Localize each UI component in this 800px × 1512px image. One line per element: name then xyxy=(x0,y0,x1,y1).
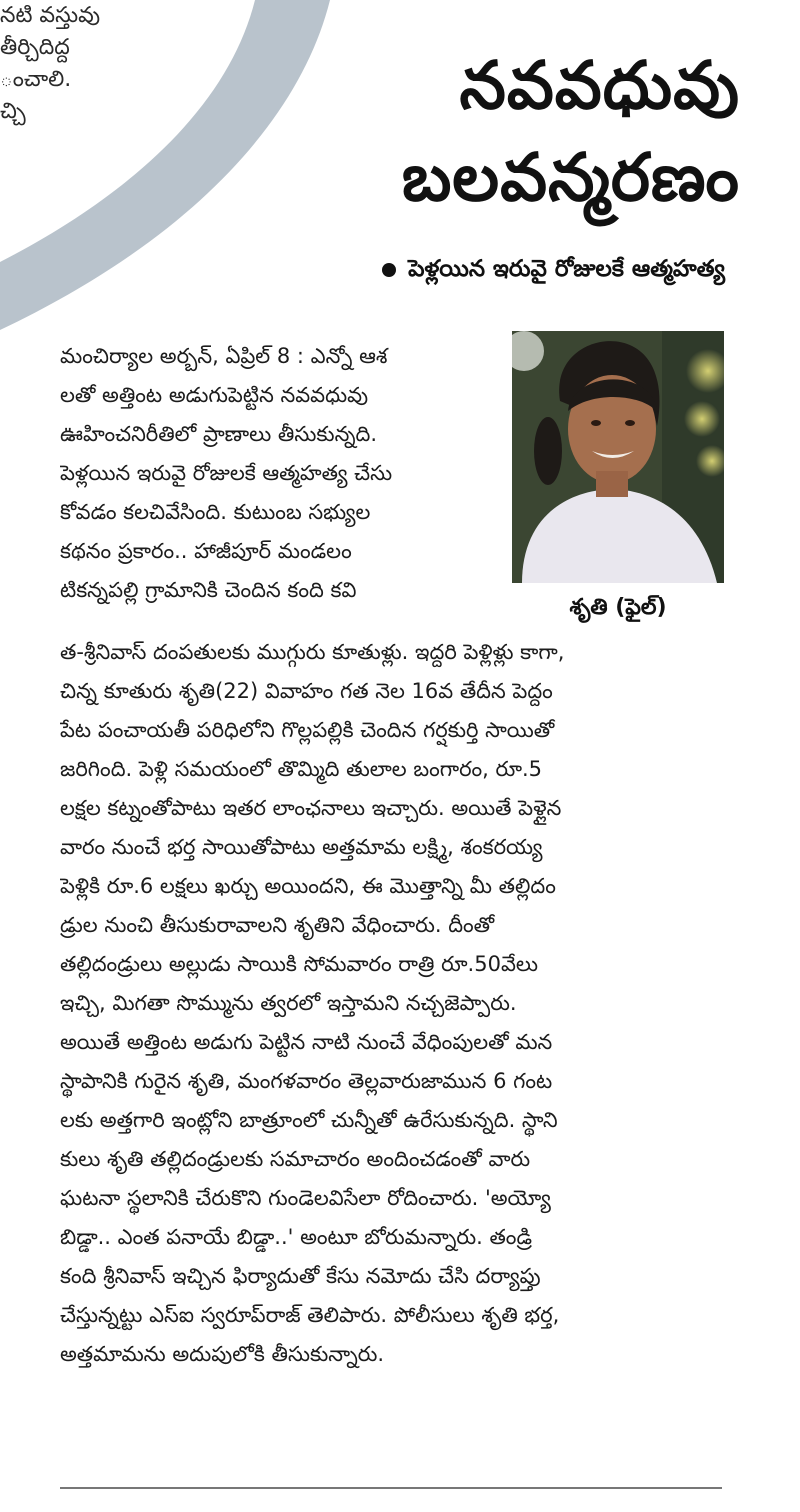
article-line: లకు అత్తగారి ఇంట్లోని బాత్రూంలో చున్నీతో ఉరేసుకున్నది. స్థాని xyxy=(60,1108,558,1132)
article-line: కథనం ప్రకారం.. హాజీపూర్ మండలం xyxy=(60,539,352,563)
article-line: జరిగింది. పెళ్లి సమయంలో తొమ్మిది తులాల బంగారం, రూ.5 xyxy=(60,757,543,781)
subheadline xyxy=(382,256,725,288)
article-line: అత్తమామను అదుపులోకి తీసుకున్నారు. xyxy=(60,1342,385,1366)
article-line: మంచిర్యాల అర్బన్, ఏప్రిల్ 8 : ఎన్నో ఆశ xyxy=(60,344,388,368)
article-line: టికన్నపల్లి గ్రామానికి చెందిన కంది కవి xyxy=(60,578,357,602)
victim-photo xyxy=(512,331,724,583)
adjacent-article-fragment xyxy=(0,0,230,128)
photo-caption: శృతి (ఫైల్) xyxy=(569,595,667,620)
article-line: త-శ్రీనివాస్ దంపతులకు ముగ్గురు కూతుళ్లు. ఇద్దరి పెళ్లిళ్లు కాగా, xyxy=(60,640,565,664)
article-line: చిన్న కూతురు శృతి(22) వివాహం గత నెల 16వ తేదీన పెద్దం xyxy=(60,679,553,703)
article-line: చేస్తున్నట్టు ఎస్ఐ స్వరూప్‌రాజ్ తెలిపారు. పోలీసులు శృతి భర్త, xyxy=(60,1303,560,1327)
article-line: అయితే అత్తింట అడుగు పెట్టిన నాటి నుంచే వేధింపులతో మన xyxy=(60,1030,553,1054)
article-line: ఊహించనిరీతిలో ప్రాణాలు తీసుకున్నది. xyxy=(60,422,378,446)
article-line: ఇచ్చి, మిగతా సొమ్మును త్వరలో ఇస్తామని నచ్చజెప్పారు. xyxy=(60,991,517,1015)
article-line: లతో అత్తింట అడుగుపెట్టిన నవవధువు xyxy=(60,383,369,407)
article-line: వారం నుంచే భర్త సాయితోపాటు అత్తమామ లక్ష్మి, శంకరయ్య xyxy=(60,835,543,859)
fragment-line: ంచాలి. xyxy=(0,67,72,92)
article-line: పేట పంచాయతీ పరిధిలోని గొల్లపల్లికి చెందిన గర్షకుర్తి సాయితో xyxy=(60,718,555,742)
fragment-line: తీర్చిదిద్ద xyxy=(0,35,70,60)
bottom-divider xyxy=(60,1487,722,1489)
article-line: డ్రుల నుంచి తీసుకురావాలని శృతిని వేధించారు. దీంతో xyxy=(60,913,495,937)
article-line: పెళ్లయిన ఇరువై రోజులకే ఆత్మహత్య చేసు xyxy=(60,461,393,485)
article-body-wide xyxy=(60,633,722,1374)
article-line: కంది శ్రీనివాస్ ఇచ్చిన ఫిర్యాదుతో కేసు నమోదు చేసి దర్యాప్తు xyxy=(60,1264,541,1288)
article-line: పెళ్లికి రూ.6 లక్షలు ఖర్చు అయిందని, ఈ మొత్తాన్ని మీ తల్లిదం xyxy=(60,874,556,898)
article-line: స్థాపానికి గురైన శృతి, మంగళవారం తెల్లవారుజామున 6 గంట xyxy=(60,1069,553,1093)
headline xyxy=(402,40,740,224)
article-line: కోవడం కలచివేసింది. కుటుంబ సభ్యుల xyxy=(60,500,371,524)
article-line: లక్షల కట్నంతోపాటు ఇతర లాంఛనాలు ఇచ్చారు. అయితే పెళ్లైన xyxy=(60,796,562,820)
article-line: కులు శృతి తల్లిదండ్రులకు సమాచారం అందించడంతో వారు xyxy=(60,1147,531,1171)
article-line: తల్లిదండ్రులు అల్లుడు సాయికి సోమవారం రాత్రి రూ.50వేలు xyxy=(60,952,539,976)
headline-line-1: నవవధువు xyxy=(459,47,740,124)
fragment-line: నటి వస్తువు xyxy=(0,3,101,28)
bullet-icon xyxy=(382,263,396,277)
fragment-line: చ్చి xyxy=(0,99,26,124)
article-body-narrow xyxy=(60,337,500,610)
headline-line-2: బలవన్మరణం xyxy=(401,139,740,216)
portrait-image xyxy=(512,331,724,583)
article-line: బిడ్డా.. ఎంత పనాయే బిడ్డా..' అంటూ బోరుమన్నారు. తండ్రి xyxy=(60,1225,532,1249)
article-line: ఘటనా స్థలానికి చేరుకొని గుండెలవిసేలా రోదించారు. 'అయ్యో xyxy=(60,1186,551,1210)
subheadline-text: పెళ్లయిన ఇరువై రోజులకే ఆత్మహత్య xyxy=(408,256,725,282)
